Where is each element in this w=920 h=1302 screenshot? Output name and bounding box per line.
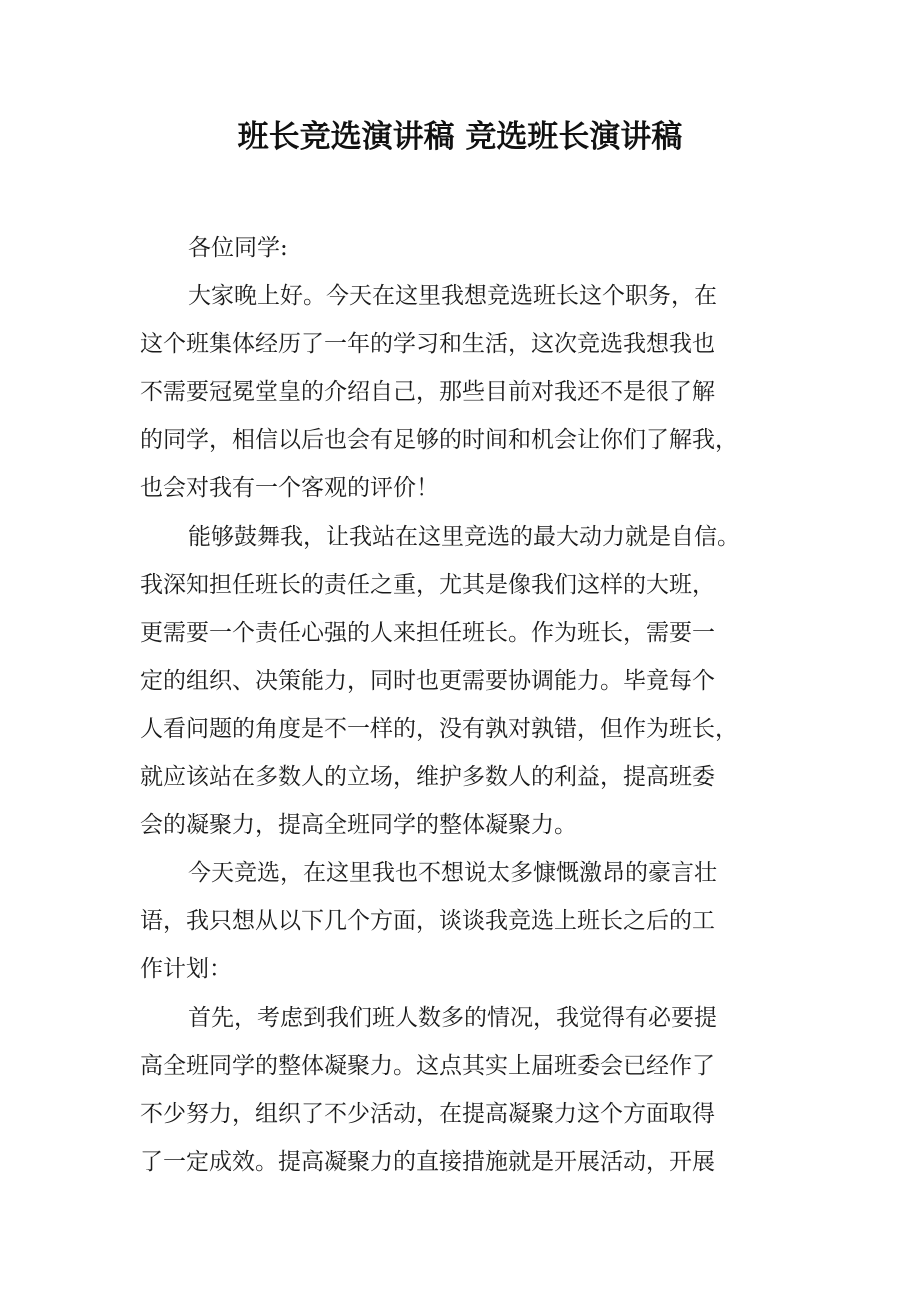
- text-line: 定的组织、决策能力，同时也更需要协调能力。毕竟每个: [140, 667, 715, 694]
- text-line: 就应该站在多数人的立场，维护多数人的利益，提高班委: [140, 764, 715, 791]
- text-line: 各位同学:: [188, 235, 288, 261]
- text-line: 了一定成效。提高凝聚力的直接措施就是开展活动，开展: [140, 1148, 715, 1175]
- text-line: 首先，考虑到我们班人数多的情况，我觉得有必要提: [188, 1004, 717, 1031]
- text-line: 不需要冠冕堂皇的介绍自己，那些目前对我还不是很了解: [140, 379, 715, 406]
- text-line: 能够鼓舞我，让我站在这里竞选的最大动力就是自信。: [188, 523, 740, 550]
- text-line: 大家晚上好。今天在这里我想竞选班长这个职务，在: [188, 283, 717, 310]
- document-title: 班长竞选演讲稿 竞选班长演讲稿: [237, 119, 683, 155]
- text-line: 人看问题的角度是不一样的，没有孰对孰错，但作为班长，: [140, 715, 738, 742]
- text-line: 更需要一个责任心强的人来担任班长。作为班长，需要一: [140, 619, 715, 646]
- text-line: 高全班同学的整体凝聚力。这点其实上届班委会已经作了: [140, 1052, 715, 1079]
- text-line: 不少努力，组织了不少活动，在提高凝聚力这个方面取得: [140, 1100, 715, 1127]
- text-line: 作计划：: [140, 956, 232, 983]
- text-line: 这个班集体经历了一年的学习和生活，这次竞选我想我也: [140, 331, 715, 358]
- text-line: 会的凝聚力，提高全班同学的整体凝聚力。: [140, 812, 577, 839]
- text-line: 的同学，相信以后也会有足够的时间和机会让你们了解我，: [140, 427, 738, 454]
- text-line: 今天竞选，在这里我也不想说太多慷慨激昂的豪言壮: [188, 860, 717, 887]
- text-line: 也会对我有一个客观的评价！: [140, 475, 439, 502]
- text-line: 语，我只想从以下几个方面，谈谈我竞选上班长之后的工: [140, 908, 715, 935]
- document-body: [140, 224, 780, 1186]
- text-line: 我深知担任班长的责任之重，尤其是像我们这样的大班，: [140, 571, 715, 598]
